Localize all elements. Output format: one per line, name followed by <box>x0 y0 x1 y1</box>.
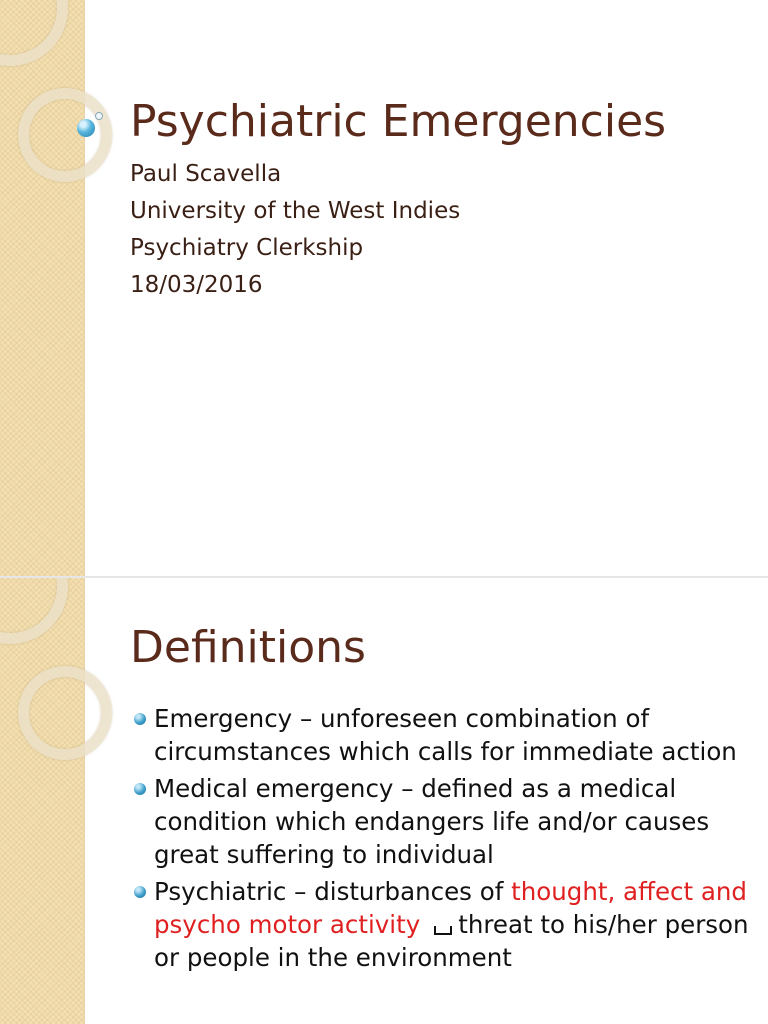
decorative-ring <box>18 666 112 760</box>
highlighted-text: thought, affect and psycho motor activity <box>154 877 747 939</box>
bullet-text-after: threat to his/her person or people in the environment <box>154 910 749 972</box>
presentation-date: 18/03/2016 <box>130 272 263 298</box>
slide-title: Psychiatric Emergencies <box>130 96 667 147</box>
decorative-ring <box>18 88 112 182</box>
blue-bead-icon <box>134 783 146 795</box>
decorative-sidebar <box>0 0 85 576</box>
bullet-text: Medical emergency – defined as a medical condition which endangers life and/or causes great suffering to individual <box>154 774 710 869</box>
list-item <box>134 875 754 974</box>
decorative-ring <box>0 0 68 66</box>
decorative-sidebar <box>0 578 85 1024</box>
slide-title: Definitions <box>130 622 366 673</box>
presenter-name: Paul Scavella <box>130 161 282 187</box>
bead-icon <box>77 119 95 137</box>
definitions-slide <box>0 578 768 1024</box>
definition-list <box>134 702 754 978</box>
subtitle-block <box>130 156 460 304</box>
bullet-text: Emergency – unforeseen combination of circumstances which calls for immediate action <box>154 704 737 766</box>
blue-bead-icon <box>134 886 146 898</box>
blue-bead-icon <box>134 713 146 725</box>
arrow-right-icon <box>434 926 452 935</box>
small-bead-icon <box>95 112 103 120</box>
course-name: Psychiatry Clerkship <box>130 235 364 261</box>
institution: University of the West Indies <box>130 198 461 224</box>
list-item <box>134 702 754 768</box>
list-item <box>134 772 754 871</box>
bullet-text-before: Psychiatric – disturbances of <box>154 877 512 906</box>
decorative-ring <box>0 578 68 644</box>
